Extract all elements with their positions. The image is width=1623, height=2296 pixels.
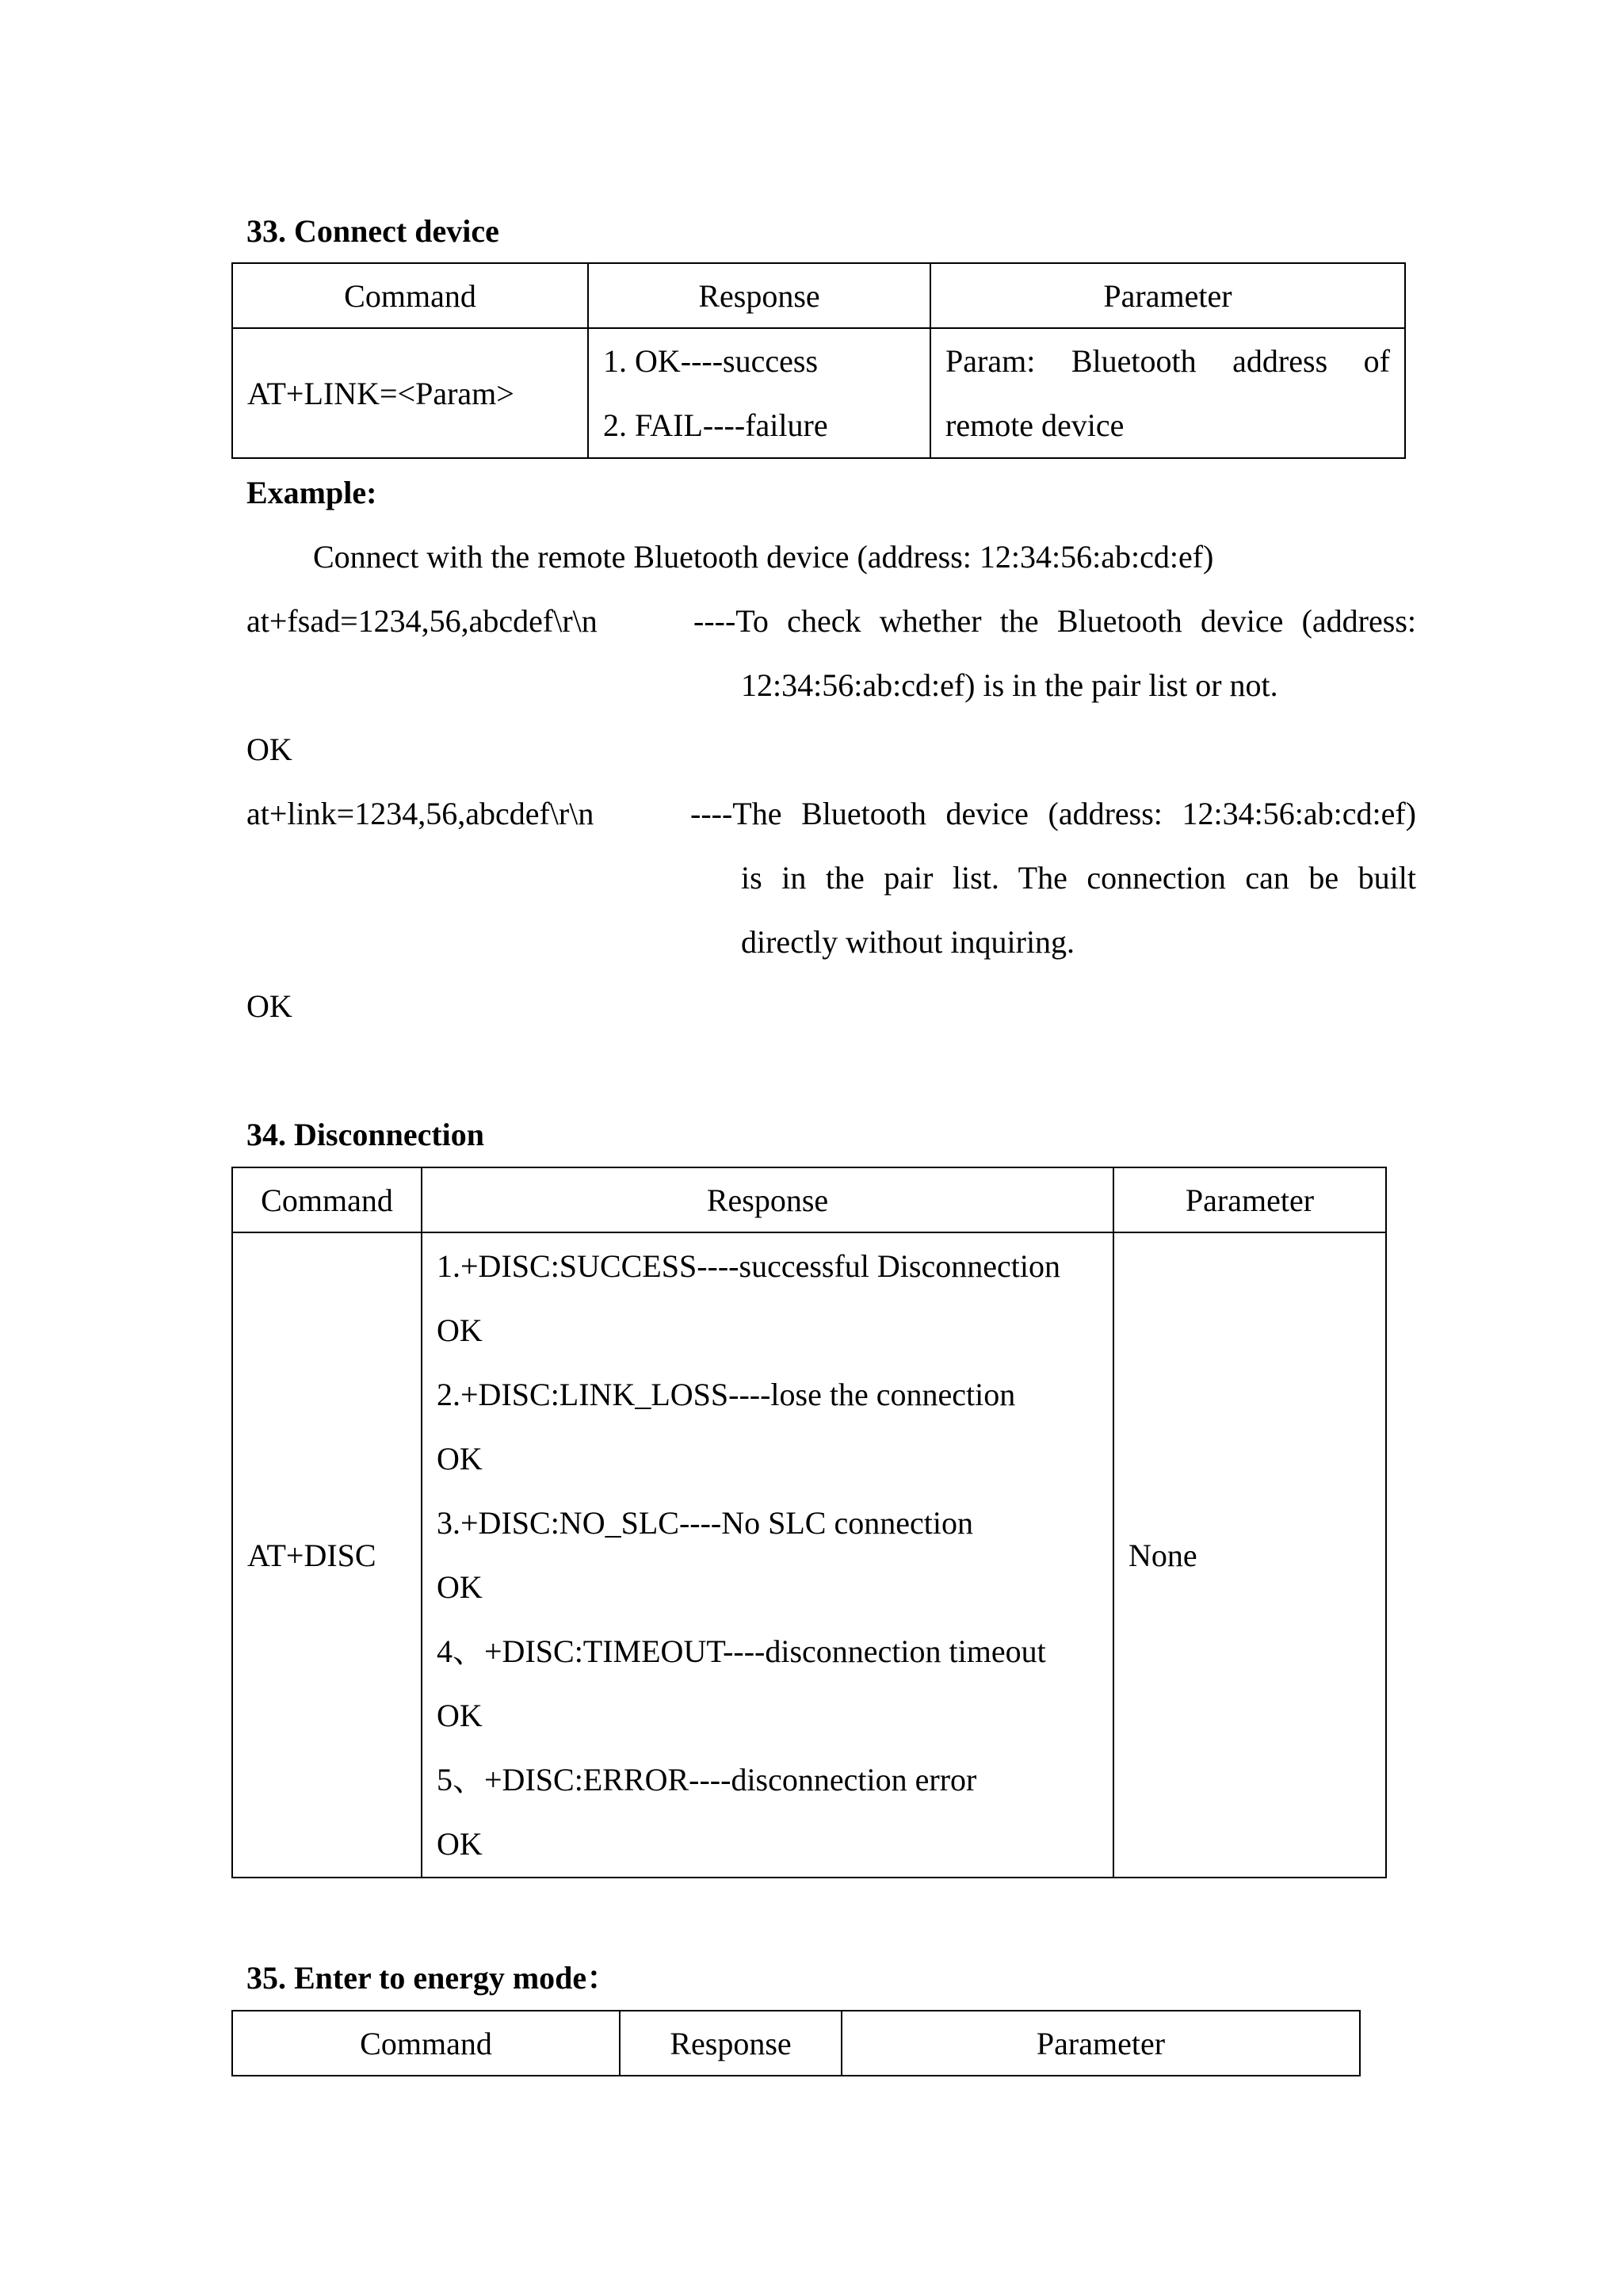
header-response: Response bbox=[588, 263, 930, 328]
command-cell: AT+LINK=<Param> bbox=[232, 328, 588, 458]
response-cell bbox=[588, 328, 930, 458]
example-intro: Connect with the remote Bluetooth device (address: 12:34:56:ab:cd:ef) bbox=[313, 539, 1214, 575]
header-parameter: Parameter bbox=[930, 263, 1405, 328]
header-parameter: Parameter bbox=[842, 2011, 1360, 2076]
example-response-ok: OK bbox=[246, 988, 292, 1024]
example-note-fsad-cont: 12:34:56:ab:cd:ef) is in the pair list or not. bbox=[741, 667, 1278, 703]
table-row bbox=[232, 328, 1405, 458]
response-line: OK bbox=[437, 1569, 483, 1605]
table-header-row bbox=[232, 263, 1405, 328]
response-line: OK bbox=[437, 1826, 483, 1862]
table-header-row bbox=[232, 2011, 1360, 2076]
response-line: 4、+DISC:TIMEOUT----disconnection timeout bbox=[437, 1633, 1046, 1669]
response-line: 2. FAIL----failure bbox=[603, 407, 828, 443]
response-line: OK bbox=[437, 1312, 483, 1348]
response-line: 3.+DISC:NO_SLC----No SLC connection bbox=[437, 1505, 973, 1541]
command-cell: AT+DISC bbox=[232, 1232, 422, 1878]
example-note-link-cont: is in the pair list. The connection can be built bbox=[741, 860, 1416, 896]
response-line: 2.+DISC:LINK_LOSS----lose the connection bbox=[437, 1377, 1016, 1412]
energy-mode-table bbox=[231, 2010, 1361, 2076]
response-line: 1.+DISC:SUCCESS----successful Disconnection bbox=[437, 1248, 1060, 1284]
header-command: Command bbox=[232, 263, 588, 328]
response-line: 1. OK----success bbox=[603, 343, 819, 379]
parameter-cell bbox=[930, 328, 1405, 458]
parameter-line: remote device bbox=[945, 407, 1125, 443]
example-note-fsad: ----To check whether the Bluetooth device (address: bbox=[693, 603, 1416, 639]
connect-device-table bbox=[231, 262, 1406, 459]
example-command-link: at+link=1234,56,abcdef\r\n bbox=[246, 796, 594, 831]
response-line: 5、+DISC:ERROR----disconnection error bbox=[437, 1762, 977, 1797]
response-line: OK bbox=[437, 1441, 483, 1477]
section-35-heading: 35. Enter to energy mode： bbox=[246, 1960, 619, 1996]
header-parameter: Parameter bbox=[1113, 1167, 1386, 1232]
table-row bbox=[232, 1232, 1386, 1878]
response-line: OK bbox=[437, 1698, 483, 1733]
section-33-heading: 33. Connect device bbox=[246, 213, 499, 249]
header-command: Command bbox=[232, 1167, 422, 1232]
example-label: Example: bbox=[246, 475, 377, 510]
response-cell bbox=[422, 1232, 1113, 1878]
header-response: Response bbox=[422, 1167, 1113, 1232]
example-response-ok: OK bbox=[246, 732, 292, 767]
table-header-row bbox=[232, 1167, 1386, 1232]
example-note-link-cont: directly without inquiring. bbox=[741, 924, 1075, 960]
header-command: Command bbox=[232, 2011, 620, 2076]
header-response: Response bbox=[620, 2011, 842, 2076]
disconnection-table bbox=[231, 1167, 1387, 1878]
example-command-fsad: at+fsad=1234,56,abcdef\r\n bbox=[246, 603, 598, 639]
parameter-line: Param: Bluetooth address of bbox=[945, 343, 1390, 379]
section-34-heading: 34. Disconnection bbox=[246, 1117, 484, 1152]
parameter-cell: None bbox=[1113, 1232, 1386, 1878]
example-note-link: ----The Bluetooth device (address: 12:34:56:ab:cd:ef) bbox=[690, 796, 1416, 831]
